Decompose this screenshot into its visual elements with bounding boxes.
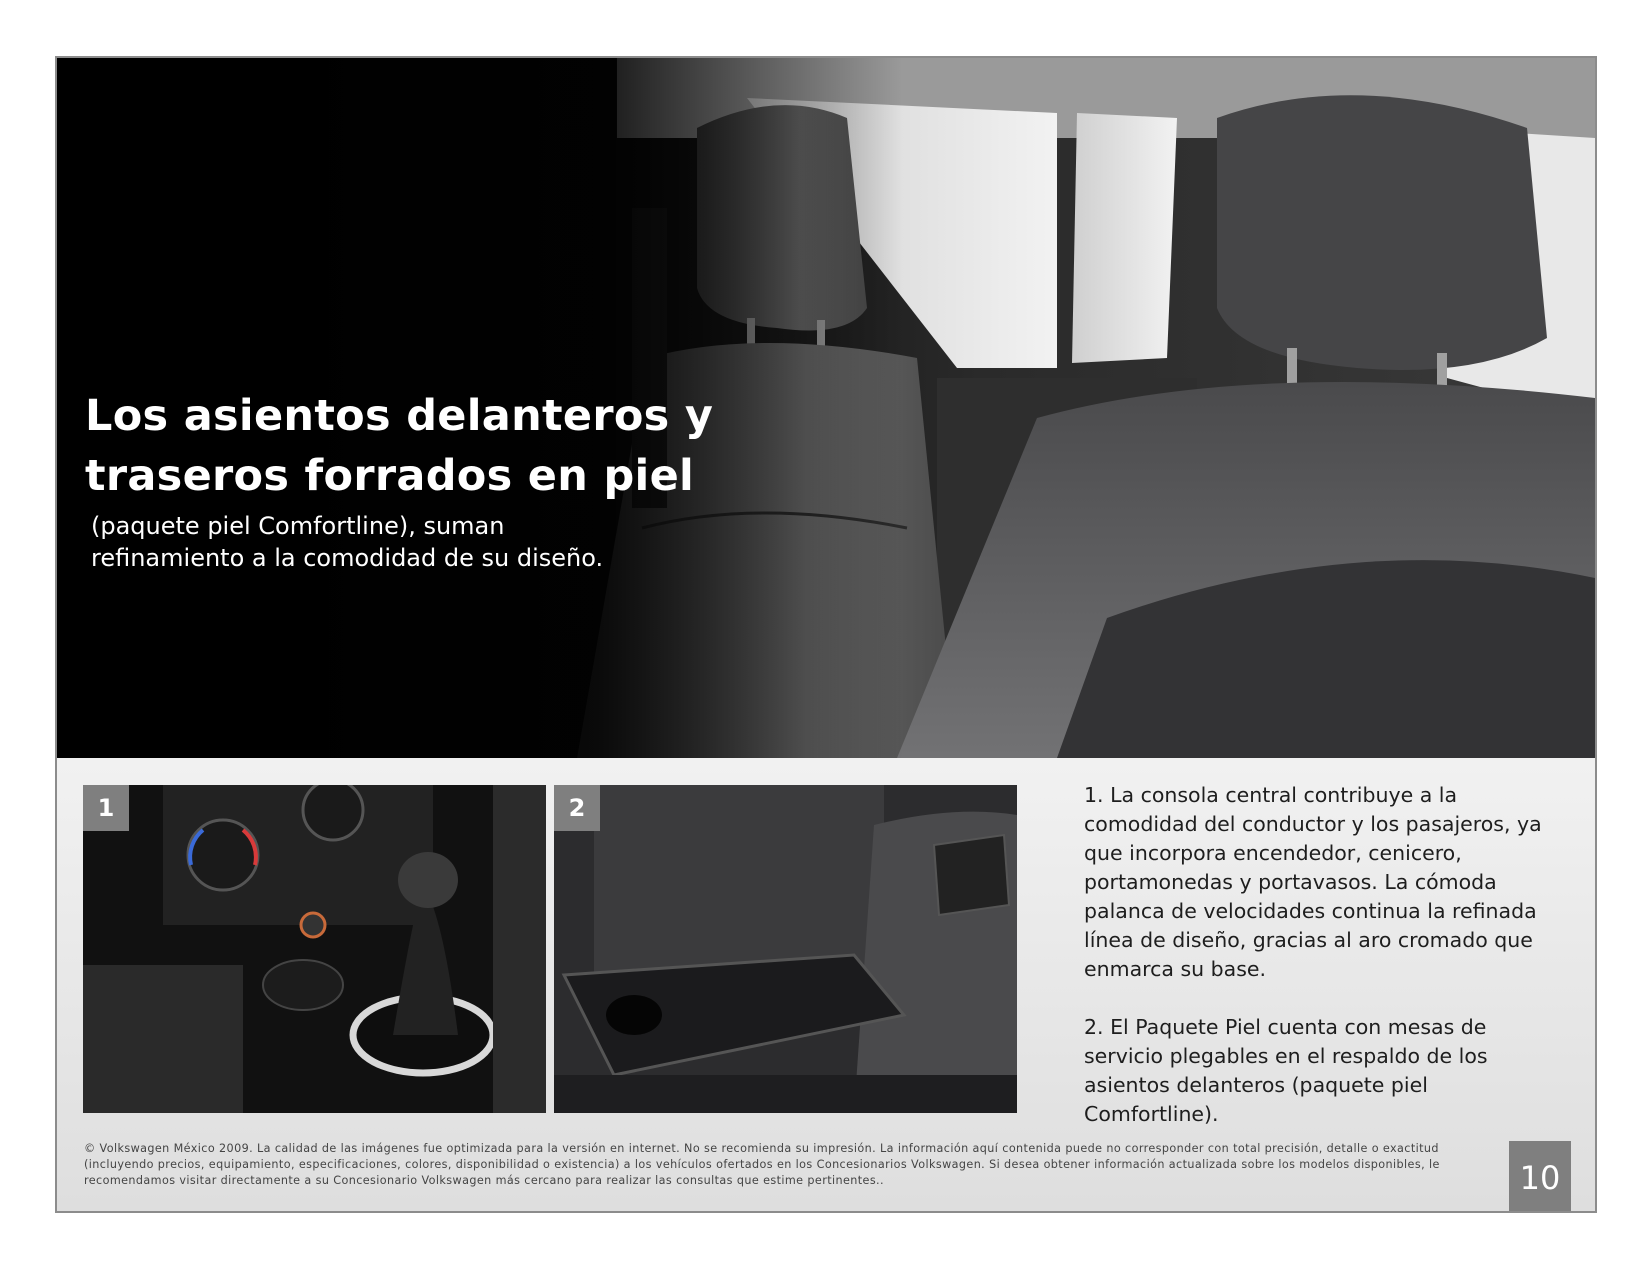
- thumbnail-badge-2: 2: [554, 785, 600, 831]
- description-item-2: 2. El Paquete Piel cuenta con mesas de servicio plegables en el respaldo de los asientos delanteros (paquete piel Comfortline).: [1084, 1015, 1488, 1126]
- hero-text-block: [85, 386, 713, 574]
- page-number: 10: [1509, 1141, 1571, 1213]
- folding-tray-illustration: [554, 785, 1017, 1113]
- thumbnail-center-console: [83, 785, 546, 1113]
- brochure-page: [55, 56, 1597, 1213]
- subheadline-line-1: (paquete piel Comfortline), suman: [91, 512, 505, 540]
- feature-description: [1084, 781, 1564, 1158]
- thumbnail-folding-tray: [554, 785, 1017, 1113]
- subheadline-line-2: refinamiento a la comodidad de su diseño.: [91, 544, 604, 572]
- thumbnail-badge-1: 1: [83, 785, 129, 831]
- description-item-1: 1. La consola central contribuye a la comodidad del conductor y los pasajeros, ya que incorpora encendedor, cenicero, portamonedas y portavasos. La cómoda palanca de velocidades continua la refinada línea de diseño, gracias al aro cromado que enmarca su base.: [1084, 783, 1542, 981]
- hero-photo-leather-seats: [57, 58, 1595, 758]
- headline-line-1: Los asientos delanteros y: [85, 391, 714, 441]
- headline: [85, 386, 713, 506]
- headline-line-2: traseros forrados en piel: [85, 451, 695, 501]
- subheadline: [91, 510, 713, 574]
- legal-disclaimer: © Volkswagen México 2009. La calidad de las imágenes fue optimizada para la versión en internet. No se recomienda su impresión. La información aquí contenida puede no corresponder con total precisión, detalle o exactitud (incluyendo precios, equipamiento, especificaciones, colores, disponibilidad o existencia) a los vehículos ofertados en los Concesionarios Volkswagen. Si desea obtener información actualizada sobre los modelos disponibles, le recomendamos visitar directamente a su Concesionario Volkswagen más cercano para realizar las consultas que estime pertinentes..: [84, 1142, 1440, 1187]
- center-console-illustration: [83, 785, 546, 1113]
